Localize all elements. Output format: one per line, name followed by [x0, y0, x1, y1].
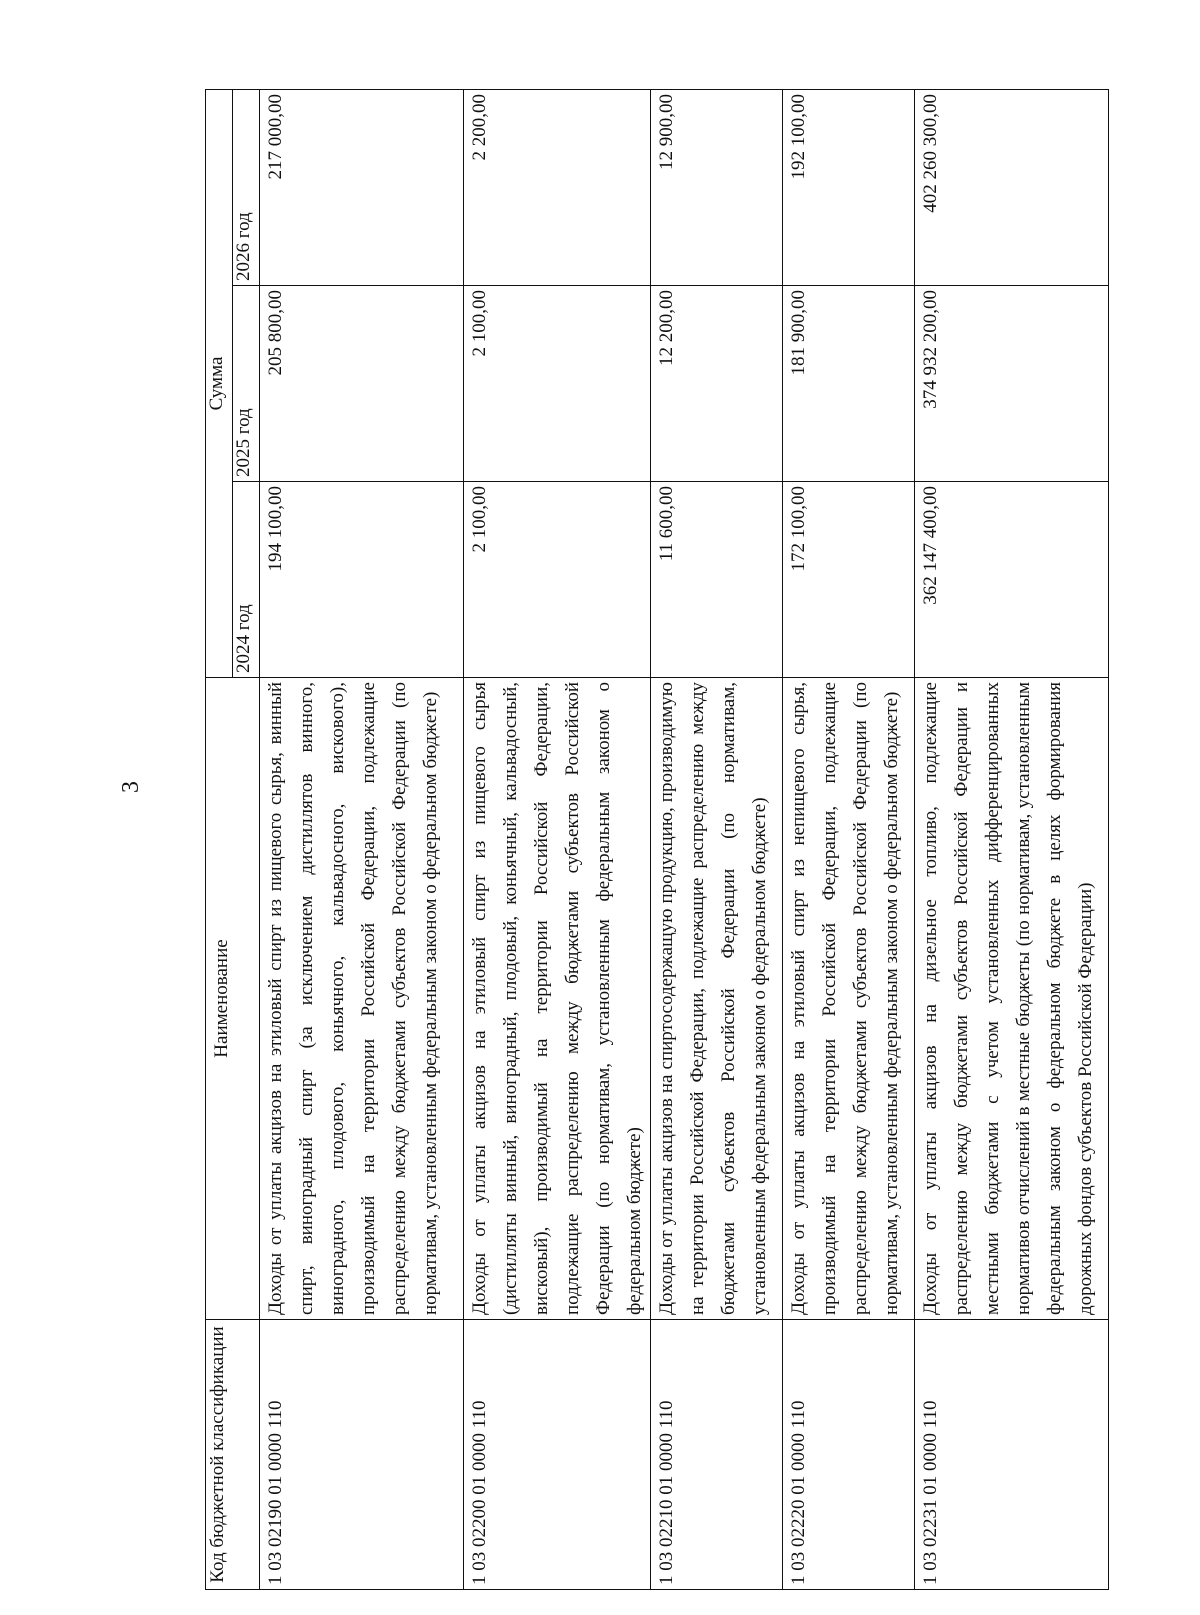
header-code: Код бюджетной классификации — [206, 1320, 260, 1590]
header-year-2024: 2024 год — [233, 482, 260, 678]
row-amount-2025: 181 900,00 — [783, 286, 915, 482]
table-row — [783, 90, 915, 1590]
table-row — [915, 90, 1109, 1590]
page-number: 3 — [118, 781, 144, 793]
row-amount-2026: 12 900,00 — [651, 90, 783, 286]
row-amount-2025: 205 800,00 — [260, 286, 464, 482]
table-row — [651, 90, 783, 1590]
row-amount-2026: 192 100,00 — [783, 90, 915, 286]
row-name: Доходы от уплаты акцизов на дизельное топливо, подлежащие распределению между бюджетами субъектов Российской Федерации и местными бюджетами с учетом установленных дифференцированных нормативов отчислений в местные бюджеты (по нормативам, установленным федеральным законом о федеральном бюджете в целях формирования дорожных фондов субъектов Российской Федерации) — [915, 678, 1109, 1320]
header-year-2026: 2026 год — [233, 90, 260, 286]
row-code: 1 03 02231 01 0000 110 — [915, 1320, 1109, 1590]
row-amount-2024: 194 100,00 — [260, 482, 464, 678]
header-year-2025: 2025 год — [233, 286, 260, 482]
header-row — [206, 90, 233, 1590]
row-amount-2025: 374 932 200,00 — [915, 286, 1109, 482]
row-name: Доходы от уплаты акцизов на этиловый спирт из непищевого сырья, производимый на территории Российской Федерации, подлежащие распределению между бюджетами субъектов Российской Федерации (по нормативам, установленным федеральным законом о федеральном бюджете) — [783, 678, 915, 1320]
row-amount-2025: 12 200,00 — [651, 286, 783, 482]
table-row — [260, 90, 464, 1590]
row-amount-2024: 2 100,00 — [464, 482, 651, 678]
row-code: 1 03 02200 01 0000 110 — [464, 1320, 651, 1590]
row-code: 1 03 02210 01 0000 110 — [651, 1320, 783, 1590]
row-name: Доходы от уплаты акцизов на спиртосодержащую продукцию, производимую на территории Российской Федерации, подлежащие распределению между бюджетами субъектов Российской Федерации (по нормативам, установленным федеральным законом о федеральном бюджете) — [651, 678, 783, 1320]
row-amount-2024: 172 100,00 — [783, 482, 915, 678]
row-amount-2026: 402 260 300,00 — [915, 90, 1109, 286]
row-code: 1 03 02220 01 0000 110 — [783, 1320, 915, 1590]
budget-table — [205, 89, 1109, 1590]
row-amount-2024: 11 600,00 — [651, 482, 783, 678]
row-name: Доходы от уплаты акцизов на этиловый спирт из пищевого сырья (дистилляты винный, виноградный, плодовый, коньячный, кальвадосный, висковый), производимый на территории Российской Федерации, подлежащие распределению между бюджетами субъектов Российской Федерации (по нормативам, установленным федеральным законом о федеральном бюджете) — [464, 678, 651, 1320]
row-amount-2026: 217 000,00 — [260, 90, 464, 286]
row-name: Доходы от уплаты акцизов на этиловый спирт из пищевого сырья, винный спирт, виноградный спирт (за исключением дистиллятов винного, виноградного, плодового, коньячного, кальвадосного, вискового), производимый на территории Российской Федерации, подлежащие распределению между бюджетами субъектов Российской Федерации (по нормативам, установленным федеральным законом о федеральном бюджете) — [260, 678, 464, 1320]
row-code: 1 03 02190 01 0000 110 — [260, 1320, 464, 1590]
header-sum: Сумма — [206, 90, 233, 678]
budget-table-container — [205, 90, 1105, 1590]
table-row — [464, 90, 651, 1590]
row-amount-2024: 362 147 400,00 — [915, 482, 1109, 678]
header-name: Наименование — [206, 678, 260, 1320]
row-amount-2025: 2 100,00 — [464, 286, 651, 482]
row-amount-2026: 2 200,00 — [464, 90, 651, 286]
